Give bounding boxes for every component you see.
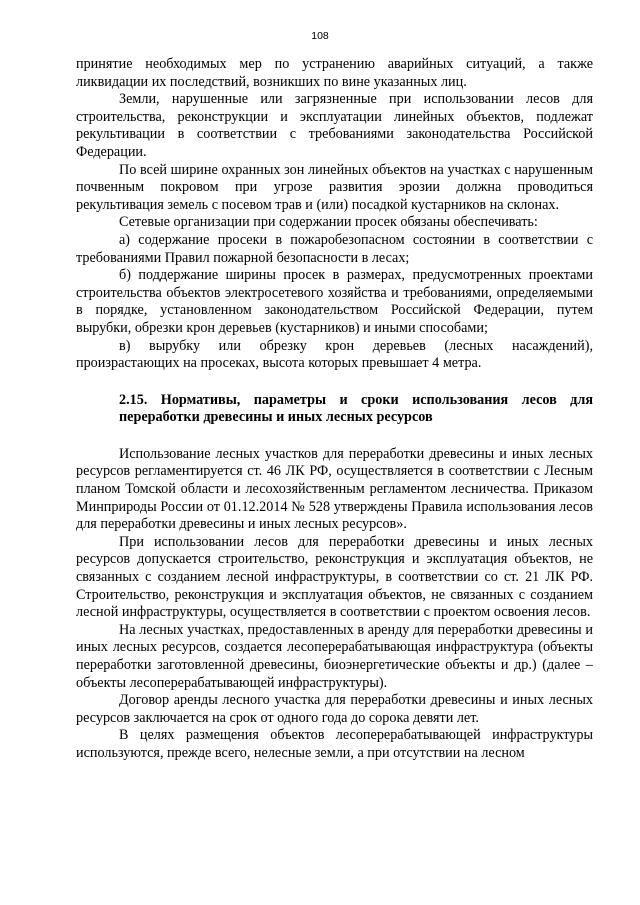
paragraph: Договор аренды лесного участка для переработки древесины и иных лесных ресурсов заключается на срок от одного года до сорока девяти лет. [76, 692, 593, 726]
list-item-b: б) поддержание ширины просек в размерах, предусмотренных проектами строительства объектов электросетевого хозяйства и требованиями, определяемыми в порядке, установленном законодательством Российской Федерации, путем вырубки, обрезки крон деревьев (кустарников) и иными способами; [76, 267, 593, 336]
paragraph: На лесных участках, предоставленных в аренду для переработки древесины и иных лесных ресурсов, создается лесоперерабатывающая инфраструктура (объекты переработки заготовленной древесины, биоэнергетические объекты и др.) (далее – объекты лесоперерабатывающей инфраструктуры). [76, 621, 593, 691]
paragraph: Использование лесных участков для переработки древесины и иных лесных ресурсов регламентируется ст. 46 ЛК РФ, осуществляется в соответствии с Лесным планом Томской области и лесохозяйственным регламентом лесничества. Приказом Минприроды России от 01.12.2014 № 528 утверждены Правила использования лесов для переработки древесины и иных лесных ресурсов». [76, 445, 593, 533]
paragraph: принятие необходимых мер по устранению аварийных ситуаций, а также ликвидации их последствий, возникших по вине указанных лиц. [76, 56, 593, 90]
list-item-c: в) вырубку или обрезку крон деревьев (лесных насаждений), произрастающих на просеках, высота которых превышает 4 метра. [76, 337, 593, 372]
paragraph: В целях размещения объектов лесоперерабатывающей инфраструктуры используются, прежде всего, нелесные земли, а при отсутствии на лесном [76, 727, 593, 761]
paragraph: При использовании лесов для переработки древесины и иных лесных ресурсов допускается строительство, реконструкция и эксплуатация объектов, не связанных с созданием лесной инфраструктуры, в соответствии со ст. 21 ЛК РФ. Строительство, реконструкция и эксплуатация объектов, не связанных с созданием лесной инфраструктуры, осуществляется в соответствии с проектом освоения лесов. [76, 533, 593, 621]
paragraph: Земли, нарушенные или загрязненные при использовании лесов для строительства, реконструкции и эксплуатации линейных объектов, подлежат рекультивации в соответствии с требованиями законодательства Российской Федерации. [76, 91, 593, 160]
list-item-a: а) содержание просеки в пожаробезопасном состоянии в соответствии с требованиями Правил пожарной безопасности в лесах; [76, 231, 593, 266]
paragraph: Сетевые организации при содержании просек обязаны обеспечивать: [119, 214, 538, 231]
page-number: 108 [311, 30, 329, 42]
document-body [76, 56, 593, 763]
section-heading: 2.15. Нормативы, параметры и сроки использования лесов для переработки древесины и иных лесных ресурсов [119, 391, 593, 426]
paragraph: По всей ширине охранных зон линейных объектов на участках с нарушенным почвенным покровом при угрозе развития эрозии должна проводиться рекультивация земель с посевом трав и (или) посадкой кустарников на склонах. [76, 161, 593, 213]
